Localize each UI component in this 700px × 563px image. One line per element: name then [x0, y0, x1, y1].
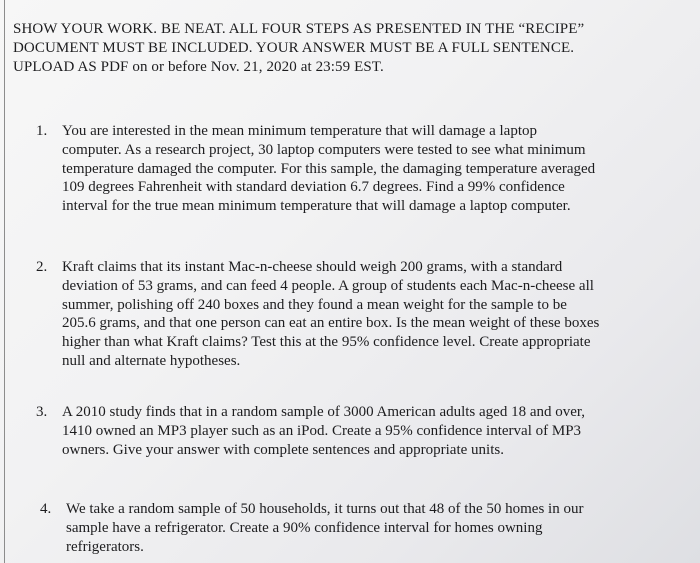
question-line: interval for the true mean minimum temperature that will damage a laptop computer.: [62, 198, 571, 215]
question-line: A 2010 study finds that in a random sample of 3000 American adults aged 18 and over,: [62, 404, 586, 420]
question-line: null and alternate hypotheses.: [62, 352, 241, 369]
question-number: 1.: [36, 123, 48, 139]
header-line: DOCUMENT MUST BE INCLUDED. YOUR ANSWER MUST BE A FULL SENTENCE.: [13, 40, 575, 56]
question-line: Kraft claims that its instant Mac-n-cheese should weigh 200 grams, with a standard: [62, 259, 563, 275]
left-border-line: [4, 0, 5, 563]
question-line: computer. As a research project, 30 laptop computers were tested to see what minimum: [62, 141, 586, 158]
question-line: 109 degrees Fahrenheit with standard deviation 6.7 degrees. Find a 99% confidence: [62, 179, 565, 196]
question-line: temperature damaged the computer. For this sample, the damaging temperature averaged: [62, 160, 596, 177]
question-line: refrigerators.: [66, 538, 144, 555]
question-2: [36, 258, 600, 371]
question-line: 1410 owned an MP3 player such as an iPod. Create a 95% confidence interval of MP3: [62, 422, 582, 439]
instructions-header: [13, 20, 678, 77]
header-line: UPLOAD AS PDF on or before Nov. 21, 2020 at 23:59 EST.: [13, 59, 384, 75]
question-4: [40, 500, 584, 556]
question-line: 205.6 grams, and that one person can eat an entire box. Is the mean weight of these boxes: [62, 315, 600, 332]
question-line: deviation of 53 grams, and can feed 4 people. A group of students each Mac-n-cheese all: [62, 277, 594, 294]
question-number: 3.: [36, 404, 48, 420]
question-line: You are interested in the mean minimum temperature that will damage a laptop: [62, 123, 538, 139]
question-line: We take a random sample of 50 households, it turns out that 48 of the 50 homes in our: [66, 501, 584, 517]
header-line: SHOW YOUR WORK. BE NEAT. ALL FOUR STEPS AS PRESENTED IN THE “RECIPE”: [13, 21, 585, 37]
question-number: 2.: [36, 259, 48, 275]
question-line: sample have a refrigerator. Create a 90% confidence interval for homes owning: [66, 519, 543, 536]
question-line: higher than what Kraft claims? Test this at the 95% confidence level. Create appropriate: [62, 334, 591, 351]
question-line: summer, polishing off 240 boxes and they found a mean weight for the sample to be: [62, 296, 567, 313]
question-1: [36, 122, 596, 216]
question-line: owners. Give your answer with complete sentences and appropriate units.: [62, 441, 504, 458]
question-number: 4.: [40, 501, 52, 517]
question-3: [36, 403, 586, 459]
